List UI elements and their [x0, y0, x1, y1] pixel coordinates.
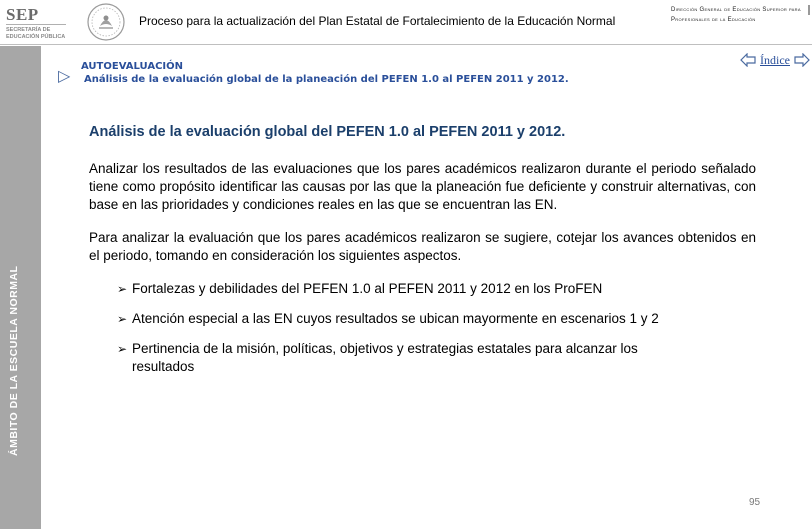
- list-item-text: Fortalezas y debilidades del PEFEN 1.0 al PEFEN 2011 y 2012 en los ProFEN: [132, 281, 603, 296]
- logo-divider: [6, 24, 66, 25]
- sidebar-label: ÁMBITO DE LA ESCUELA NORMAL: [8, 265, 20, 456]
- play-arrow-icon: ▷: [58, 68, 71, 85]
- list-item: [117, 280, 692, 298]
- sep-logo-subtext: SECRETARÍA DE EDUCACIÓN PÚBLICA: [6, 27, 66, 40]
- aspects-list: [89, 280, 756, 376]
- list-item: [117, 340, 692, 376]
- main-content: [89, 123, 756, 388]
- bullet-arrow-icon: ➢: [117, 282, 128, 296]
- sep-logo-text: SEP: [6, 5, 39, 24]
- coat-of-arms-icon: [86, 2, 126, 42]
- back-arrow-icon[interactable]: [740, 53, 756, 67]
- navigation: [740, 51, 810, 69]
- header: [0, 0, 812, 44]
- organization-name: Dirección General de Educación Superior para Profesionales de la Educación: [671, 7, 801, 23]
- page-number: 95: [749, 497, 761, 508]
- bullet-arrow-icon: ➢: [117, 312, 128, 326]
- section-tag: AUTOEVALUACIÓN: [81, 61, 184, 72]
- list-item-text: Pertinencia de la misión, políticas, objetivos y estrategias estatales para alcanzar los resultados: [132, 341, 638, 374]
- header-divider: [0, 44, 812, 45]
- index-link[interactable]: Índice: [760, 52, 790, 67]
- sidebar: [0, 46, 41, 529]
- header-edge-mark: [808, 5, 810, 15]
- forward-arrow-icon[interactable]: [794, 53, 810, 67]
- list-item-text: Atención especial a las EN cuyos resultados se ubican mayormente en escenarios 1 y 2: [132, 311, 659, 326]
- sep-logo: [6, 5, 78, 43]
- bullet-arrow-icon: ➢: [117, 342, 128, 356]
- paragraph-instructions: Para analizar la evaluación que los pares académicos realizaron se sugiere, cotejar los avances obtenidos en el periodo, tomando en consideración los siguientes aspectos.: [89, 230, 756, 263]
- content-title: Análisis de la evaluación global del PEFEN 1.0 al PEFEN 2011 y 2012.: [89, 124, 566, 140]
- paragraph-purpose: Analizar los resultados de las evaluaciones que los pares académicos realizaron durante el periodo señalado tiene como propósito identificar las causas por las que la planeación fue deficiente y construir alternativas, con base en las prioridades y condiciones reales en las que se encuentran las EN.: [89, 161, 756, 212]
- section-subtitle: Análisis de la evaluación global de la planeación del PEFEN 1.0 al PEFEN 2011 y 2012.: [84, 74, 569, 85]
- list-item: [117, 310, 692, 328]
- header-title: Proceso para la actualización del Plan Estatal de Fortalecimiento de la Educación Normal: [139, 14, 616, 28]
